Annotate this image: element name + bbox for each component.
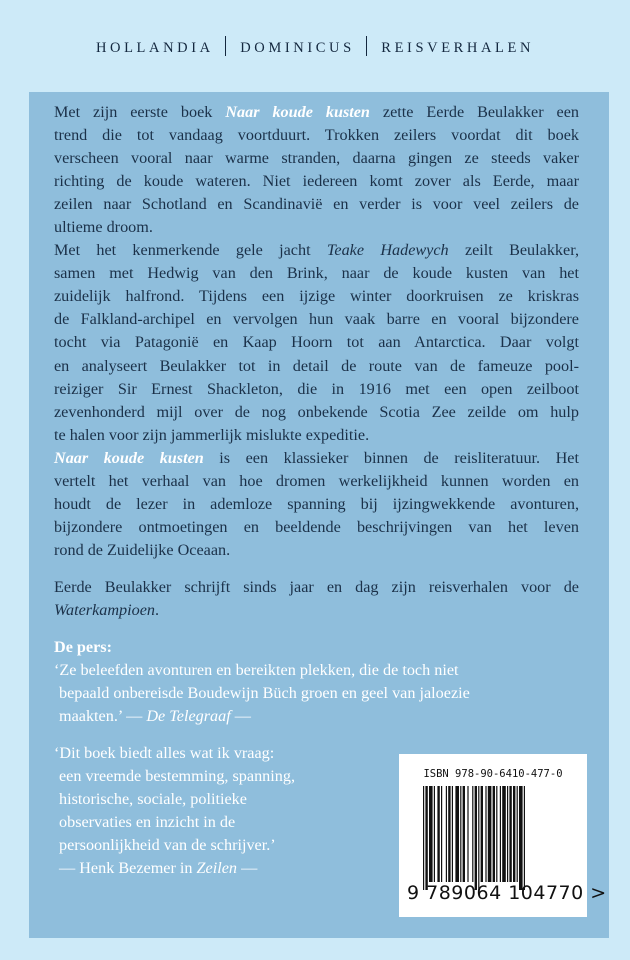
barcode-bar [429,786,433,882]
text-segment: observaties en inzicht in de [59,813,236,832]
text-segment: ‘Dit boek biedt alles wat ik vraag: [54,744,275,763]
barcode-bar [507,786,508,882]
title-italic: Zeilen [196,859,238,878]
series-header [0,36,630,57]
barcode-bar [472,786,473,882]
text-segment: en analyseert Beulakker tot in detail de route van de fameuze pool- [54,356,579,375]
text-segment: Eerde Beulakker schrijft sinds jaar en dag zijn reisverhalen voor de [54,577,579,596]
text-segment: reiziger Sir Ernest Shackleton, die in 1916 met een open zeilboot [54,379,579,398]
text-segment: tocht via Patagonië en Kaap Hoorn tot aan Antarctica. Daar volgt [54,333,579,352]
text-line [54,308,579,331]
barcode-bar [467,786,468,882]
paragraph-gap [54,622,579,636]
title-italic: De Telegraaf [146,707,231,726]
text-segment: richting de koude wateren. Niet iedereen komt zover als Eerde, maar [54,172,579,191]
barcode-bar [460,786,461,882]
text-segment: de Falkland-archipel en vervolgen hun vaak barre en vooral bijzondere [54,310,579,329]
barcode-bar [496,786,497,882]
barcode-bar [488,786,492,882]
text-segment: trend die tot vandaag voortduurt. Trokken zeilers voordat dit boek [54,126,579,145]
text-segment: is een klassieker binnen de reisliteratuur. Het [203,448,579,467]
divider [225,36,227,56]
text-segment: . [155,600,160,619]
text-line [54,576,579,599]
text-segment: zevenhonderd mijl over de nog onbekende Scotia Zee zeilde om hulp [54,402,579,421]
text-line [54,401,579,424]
barcode-digits: 9 789064 104770 > [407,882,607,904]
press-quote [54,659,579,728]
barcode-bar [455,786,459,882]
text-segment: te halen voor zijn jammerlijk mislukte expeditie. [54,425,370,444]
barcode-bar [434,786,435,882]
text-segment: ‘Ze beleefden avonturen en bereikten plekken, die de toch niet [54,661,459,680]
text-segment: Met zijn eerste boek [54,103,226,121]
barcode-bar [524,786,525,890]
text-line [54,170,579,193]
barcode-bar [500,786,501,882]
text-segment: bepaald onbereisde Boudewijn Büch groen en geel van jaloezie [59,684,470,703]
barcode-bar [475,786,477,890]
text-segment: persoonlijkheid van de schrijver.’ [59,836,276,855]
title-italic: Waterkampioen [54,600,156,619]
press-heading: De pers: [54,638,112,657]
isbn-label: ISBN 978-90-6410-477-0 [423,768,563,780]
barcode-bar [441,786,442,882]
barcode-bar [513,786,515,882]
text-line [54,147,579,170]
text-line [54,216,579,239]
barcode-bar [481,786,483,882]
text-segment: een vreemde bestemming, spanning, [59,767,295,786]
series-hollandia: HOLLANDIA [95,40,214,56]
text-line [54,355,579,378]
barcode-bar [493,786,495,882]
text-line [54,470,579,493]
text-line [54,599,579,622]
text-line [54,659,579,682]
text-segment: vertelt het verhaal van hoe dromen werkelijkheid kunnen worden en [54,471,579,490]
text-line [54,705,579,728]
text-segment: — Henk Bezemer in [59,859,197,878]
barcode-bar [423,786,424,890]
text-line [54,262,579,285]
text-line [54,124,579,147]
text-line [54,331,579,354]
text-segment: zeilt Beulakker, [448,241,579,260]
text-segment: ultieme droom. [54,218,153,237]
text-segment: zette Eerde Beulakker een [369,103,579,121]
series-dominicus: DOMINICUS [240,40,355,56]
text-segment: zuidelijk halfrond. Tijdens een ijzige winter doorkruisen ze kriskras [54,287,579,306]
text-segment: Met het kenmerkende gele jacht [54,241,327,260]
text-segment: historische, sociale, politieke [59,790,247,809]
barcode-bar [437,786,439,882]
barcode-bar [502,786,506,882]
text-line [54,516,579,539]
barcode-bar [517,786,518,882]
text-segment: — [230,707,251,726]
text-segment: houdt de lezer in ademloze spanning bij ijzingwekkende avonturen, [54,494,579,513]
isbn-barcode [399,754,607,917]
text-line [54,682,579,705]
text-line [54,539,579,562]
text-line [54,447,579,470]
text-segment: — [237,859,258,878]
text-line [54,285,579,308]
barcode-bar [463,786,465,882]
title-italic: Naar koude kusten [225,103,370,121]
title-italic: Teake Hadewych [326,241,449,260]
text-segment: bijzondere ontmoetingen en beeldende beschrijvingen van het leven [54,517,579,536]
paragraph-gap [54,562,579,576]
text-segment: zeilen naar Schotland en Scandinavië en verder is voor veel zeilers de [54,195,579,214]
series-reisverhalen: REISVERHALEN [381,40,535,56]
text-line [54,239,579,262]
text-segment: samen met Hedwig van den Brink, naar de koude kusten van het [54,264,579,283]
barcode-bar [452,786,453,882]
text-line [54,193,579,216]
barcode-bar [478,786,479,890]
text-line [54,378,579,401]
divider [366,36,368,56]
title-italic: Naar koude kusten [54,448,204,467]
barcode-bar [485,786,486,882]
barcode-bars [423,786,563,890]
text-line [54,424,579,447]
barcode-bar [509,786,511,882]
text-segment: maakten.’ — [59,707,147,726]
paragraph-gap [54,728,579,742]
barcode-bar [425,786,427,890]
text-line [54,493,579,516]
barcode-bar [519,786,523,890]
text-segment: rond de Zuidelijke Oceaan. [54,540,231,559]
barcode-bar [446,786,447,882]
text-segment: verscheen vooral naar warme stranden, daarna gingen ze steeds vaker [54,149,579,168]
text-line [54,101,579,124]
barcode-bar [448,786,450,882]
